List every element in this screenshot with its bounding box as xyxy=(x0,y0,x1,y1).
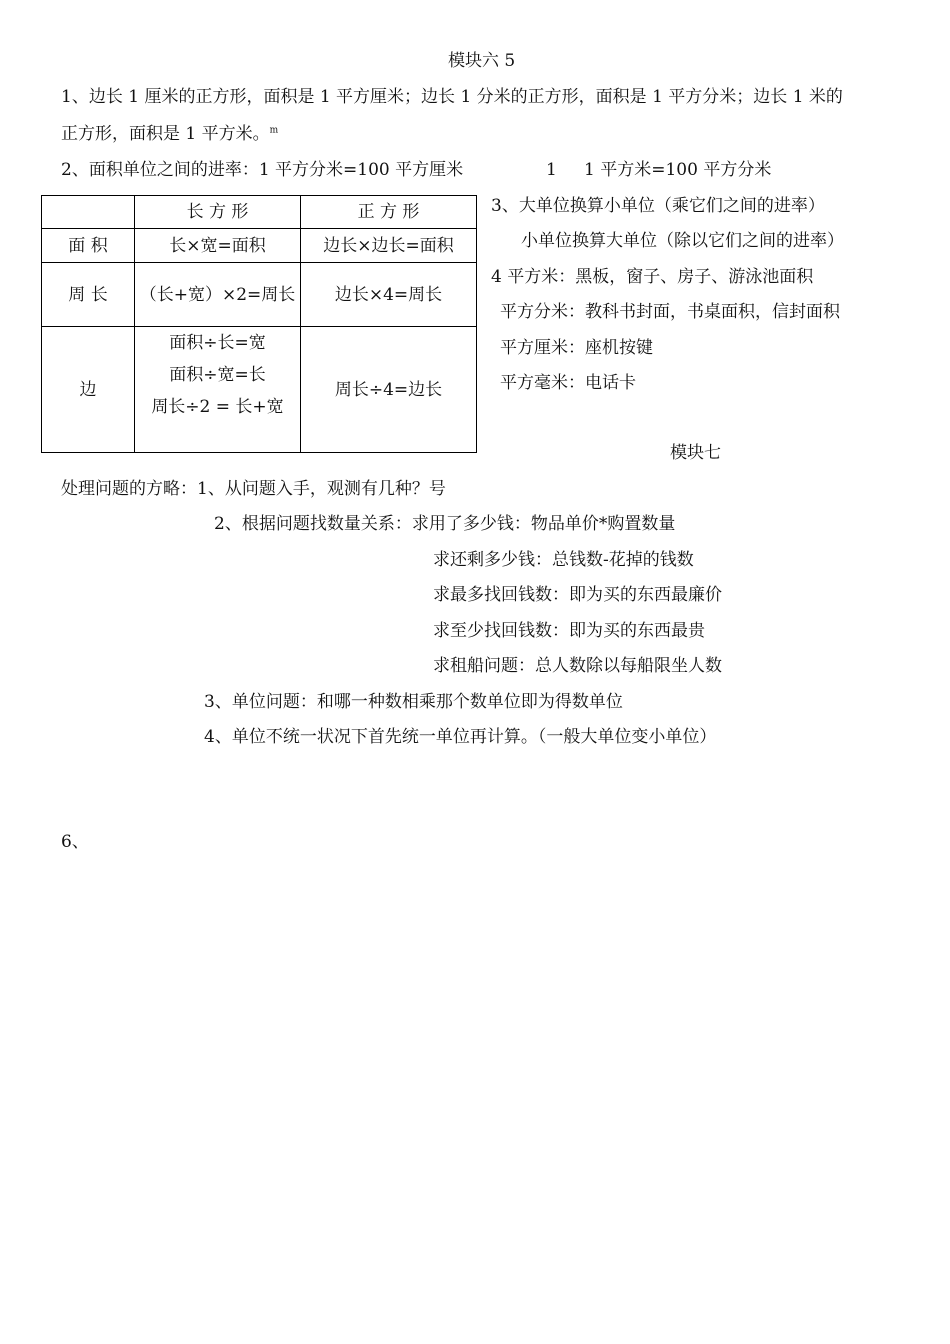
module6-item4-line3: 平方厘米：座机按键 xyxy=(500,338,653,358)
module6-item1-line1: 1、边长 1 厘米的正方形，面积是 1 平方厘米；边长 1 分米的正方形，面积是 1 平方分米；边长 1 米的 xyxy=(61,87,843,107)
table-row-side-label: 边 xyxy=(42,327,135,453)
module7-strategy-2b: 求最多找回钱数：即为买的东西最廉价 xyxy=(433,585,722,605)
module7-title: 模块七 xyxy=(670,443,721,463)
table-side-square: 周长÷4=边长 xyxy=(301,327,477,453)
module6-item2: 2、面积单位之间的进率：1 平方分米=100 平方厘米 xyxy=(61,160,464,180)
module7-strategy-2d: 求租船问题：总人数除以每船限坐人数 xyxy=(433,656,722,676)
module7-strategy-2: 2、根据问题找数量关系：求用了多少钱：物品单价*购置数量 xyxy=(214,514,676,534)
module6-item1-line2: 正方形，面积是 1 平方米。 xyxy=(61,124,270,144)
table-side-rectangle xyxy=(135,327,301,453)
module7-strategy-3: 3、单位问题：和哪一种数相乘那个数单位即为得数单位 xyxy=(204,692,623,712)
module6-item1-mark: m xyxy=(269,125,279,136)
module6-item3-line2: 小单位换算大单位（除以它们之间的进率） xyxy=(521,231,844,251)
side-formula-1: 面积÷长=宽 xyxy=(169,333,266,353)
module6-item2-tail: 1 平方米=100 平方分米 xyxy=(584,160,772,180)
module7-strategy-2c: 求至少找回钱数：即为买的东西最贵 xyxy=(433,621,705,641)
module6-item3-line1: 3、大单位换算小单位（乘它们之间的进率） xyxy=(491,196,825,216)
table-area-square: 边长×边长=面积 xyxy=(301,229,477,263)
module6-item2-num: 1 xyxy=(546,160,557,180)
formula-table xyxy=(41,195,477,453)
table-row-area-label: 面 积 xyxy=(42,229,135,263)
table-perimeter-square: 边长×4=周长 xyxy=(301,263,477,327)
module6-item4-line4: 平方毫米：电话卡 xyxy=(500,373,636,393)
module6-item1-line2-wrap xyxy=(61,126,278,143)
table-header-empty xyxy=(42,196,135,229)
side-formula-3: 周长÷2 = 长+宽 xyxy=(151,397,284,417)
module6-title: 模块六 5 xyxy=(448,51,516,71)
table-row-perimeter-label: 周 长 xyxy=(42,263,135,327)
table-perimeter-rectangle: （长+宽）×2=周长 xyxy=(135,263,301,327)
module7-strategy-4: 4、单位不统一状况下首先统一单位再计算。（一般大单位变小单位） xyxy=(204,727,717,747)
module7-strategy-1: 处理问题的方略：1、从问题入手，观测有几种？号 xyxy=(61,479,446,499)
module7-item6: 6、 xyxy=(61,832,89,852)
table-header-square: 正 方 形 xyxy=(301,196,477,229)
module7-strategy-2a: 求还剩多少钱：总钱数-花掉的钱数 xyxy=(433,550,694,570)
table-area-rectangle: 长×宽=面积 xyxy=(135,229,301,263)
table-header-rectangle: 长 方 形 xyxy=(135,196,301,229)
module6-item4-line2: 平方分米：教科书封面，书桌面积，信封面积 xyxy=(500,302,840,322)
side-formula-2: 面积÷宽=长 xyxy=(169,365,266,385)
module6-item4-line1: 4 平方米：黑板，窗子、房子、游泳池面积 xyxy=(491,267,814,287)
